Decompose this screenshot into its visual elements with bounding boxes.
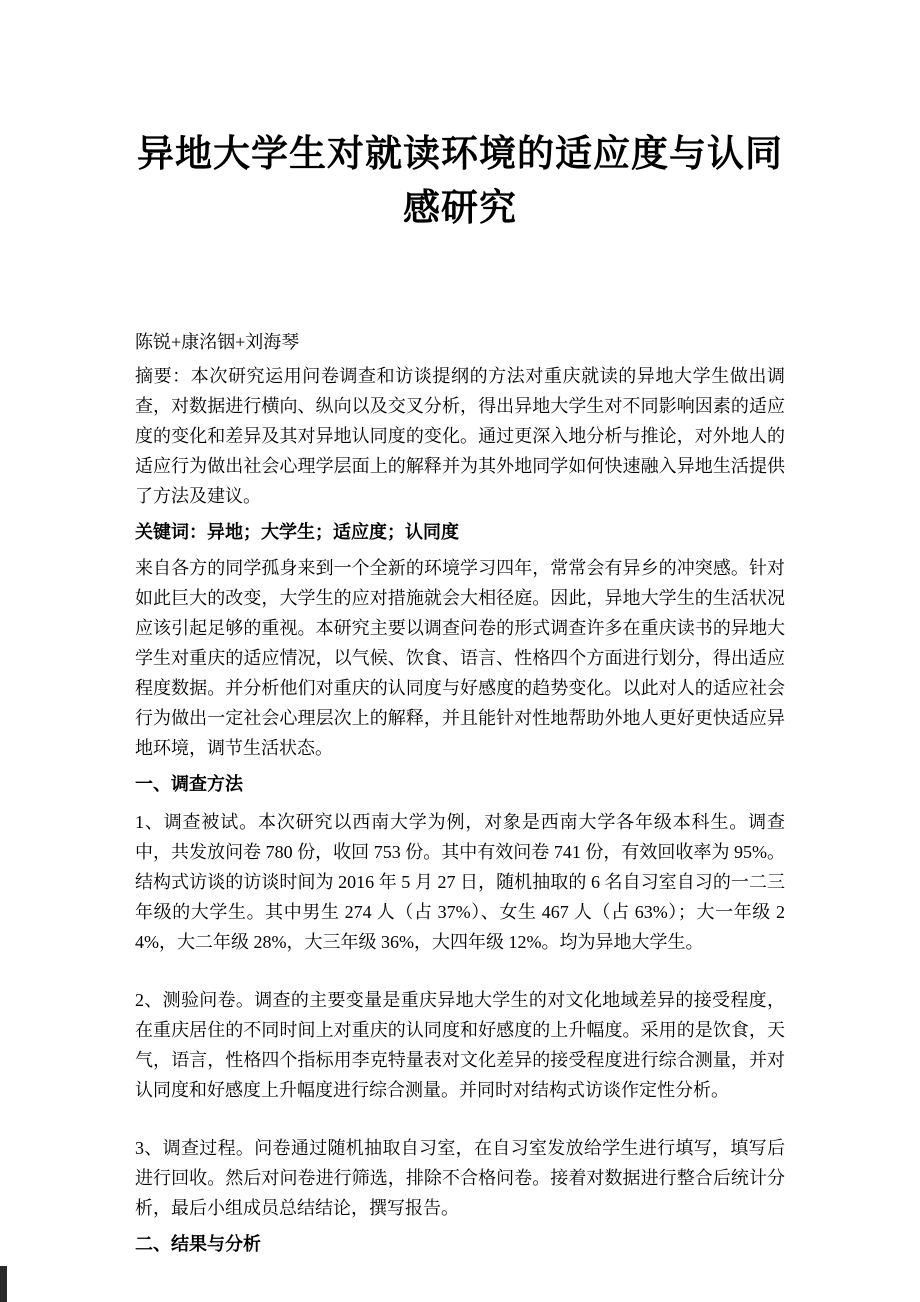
document-body	[135, 327, 785, 1259]
keywords-line: 关键词：异地；大学生；适应度；认同度	[135, 522, 459, 543]
section-heading-results-analysis: 二、结果与分析	[135, 1234, 261, 1255]
paragraph-test-questionnaire: 2、测验问卷。调查的主要变量是重庆异地大学生的对文化地域差异的接受程度，在重庆居住的不同时间上对重庆的认同度和好感度的上升幅度。采用的是饮食，天气，语言，性格四个指标用李克特量表对文化差异的接受程度进行综合测量，并对认同度和好感度上升幅度进行综合测量。并同时对结构式访谈作定性分析。	[135, 990, 785, 1101]
page-edge-artifact	[0, 1266, 7, 1302]
authors-line: 陈锐+康洺铟+刘海琴	[135, 332, 300, 353]
document-title: 异地大学生对就读环境的适应度与认同感研究	[137, 134, 783, 229]
section-heading-survey-method: 一、调查方法	[135, 774, 243, 795]
abstract-paragraph: 摘要：本次研究运用问卷调查和访谈提纲的方法对重庆就读的异地大学生做出调查，对数据进行横向、纵向以及交叉分析，得出异地大学生对不同影响因素的适应度的变化和差异及其对异地认同度的变化。通过更深入地分析与推论，对外地人的适应行为做出社会心理学层面上的解释并为其外地同学如何快速融入异地生活提供了方法及建议。	[135, 366, 785, 507]
paragraph-survey-subjects: 1、调查被试。本次研究以西南大学为例，对象是西南大学各年级本科生。调查中，共发放问卷 780 份，收回 753 份。其中有效问卷 741 份，有效回收率为 95%。结构式访谈的访谈时间为 2016 年 5 月 27 日，随机抽取的 6 名自习室自习的一二三年级的大学生。其中男生 274 人（占 37%）、女生 467 人（占 63%）；大一年级 24%，大二年级 28%，大三年级 36%，大四年级 12%。均为异地大学生。	[135, 812, 785, 953]
paragraph-survey-procedure: 3、调查过程。问卷通过随机抽取自习室，在自习室发放给学生进行填写，填写后进行回收。然后对问卷进行筛选，排除不合格问卷。接着对数据进行整合后统计分析，最后小组成员总结结论，撰写报告。	[135, 1138, 785, 1219]
intro-paragraph: 来自各方的同学孤身来到一个全新的环境学习四年，常常会有异乡的冲突感。针对如此巨大的改变，大学生的应对措施就会大相径庭。因此，异地大学生的生活状况应该引起足够的重视。本研究主要以调查问卷的形式调查许多在重庆读书的异地大学生对重庆的适应情况，以气候、饮食、语言、性格四个方面进行划分，得出适应程度数据。并分析他们对重庆的认同度与好感度的趋势变化。以此对人的适应社会行为做出一定社会心理层次上的解释，并且能针对性地帮助外地人更好更快适应异地环境，调节生活状态。	[135, 558, 785, 759]
